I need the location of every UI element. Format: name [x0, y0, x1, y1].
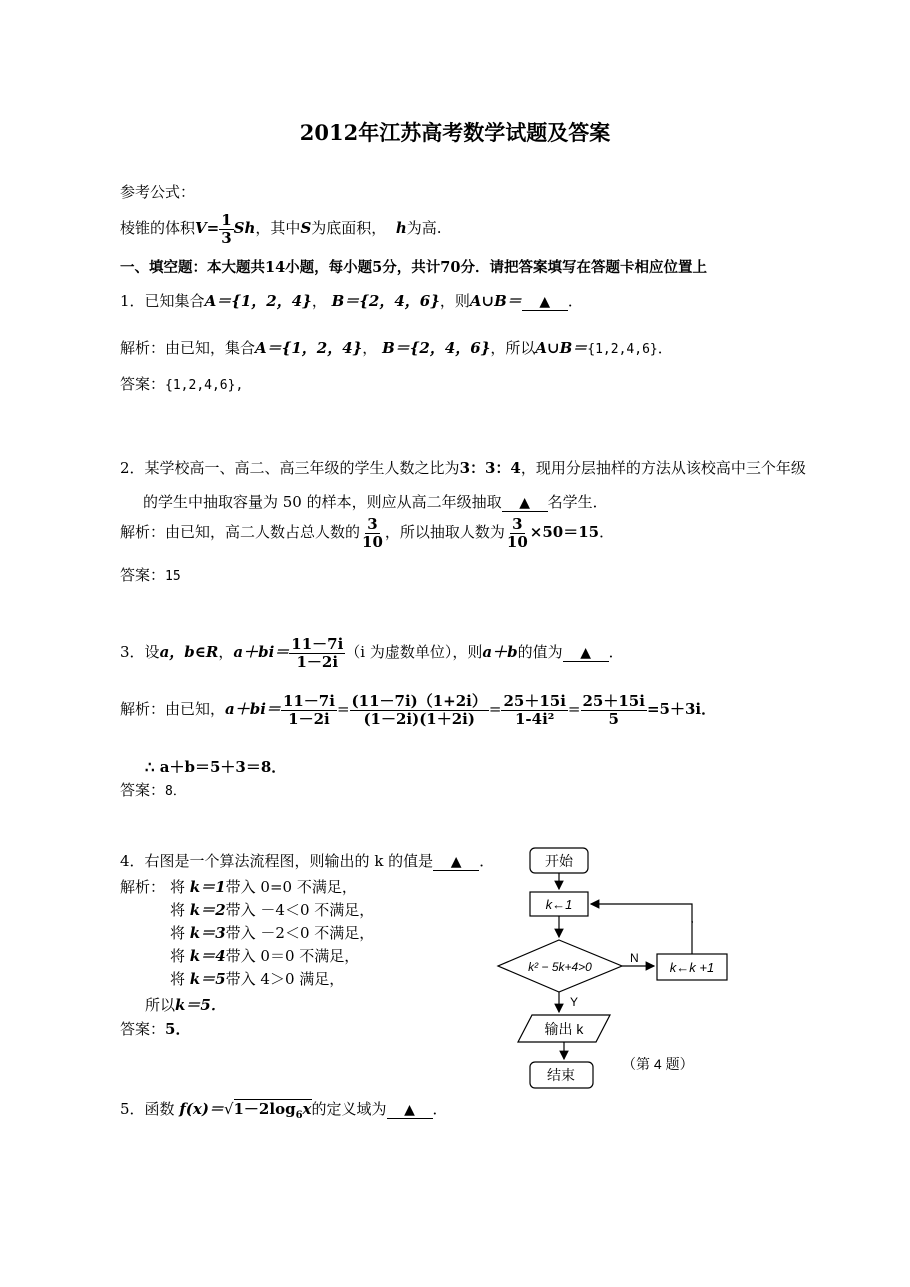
pyramid-formula-line — [120, 212, 442, 246]
q1-answer — [120, 373, 243, 394]
step-post: 带入 0＝0 不满足， — [225, 947, 360, 965]
flow-loop-line — [692, 922, 693, 954]
q1-number: 1． — [120, 292, 145, 310]
q2-sol-text: 由已知，高二人数占总人数的 — [165, 523, 361, 541]
frac-den: 10 — [362, 532, 383, 551]
frac-num: (11－7i)（1+2i） — [351, 692, 487, 710]
frac-den: 5 — [608, 709, 619, 728]
q4-answer — [120, 1018, 190, 1039]
q2-solution: 解析：由已知，高二人数占总人数的 $\frac{3}{10}$ ，所以抽取人数为 $\frac{3}{10}$ ×50＝15． — [120, 515, 615, 551]
q4-end: ． — [479, 852, 495, 870]
q1-text-b: ，则 — [439, 292, 470, 310]
flow-decision-label: k² − 5k+4>0 — [528, 960, 592, 974]
so-expr: k＝5． — [175, 996, 226, 1014]
pyramid-post: ，其中 — [255, 219, 301, 237]
q1-text: 已知集合 — [144, 292, 205, 310]
answer-label: 答案： — [120, 566, 166, 584]
q3-answer-blank — [563, 643, 609, 662]
log-var: x — [302, 1100, 312, 1118]
flow-update-label: k←k +1 — [669, 960, 715, 975]
q1-sol-text-b: ，所以 — [490, 339, 536, 357]
q1-sep: ， — [311, 292, 327, 310]
q3-note: （i 为虚数单位），则 — [345, 643, 483, 661]
step-pre: 将 — [170, 901, 186, 919]
one-third-fraction — [219, 212, 233, 246]
q3-sol-result: =5＋3i． — [646, 700, 717, 718]
q1-set-a: A＝{1，2，4} — [204, 292, 312, 310]
pyramid-text: 棱锥的体积 — [120, 219, 196, 237]
q1-union: A∪B＝ — [469, 292, 522, 310]
q5-radicand — [233, 1099, 312, 1121]
q3-solution: 解析：由已知，a＋bi＝ $\frac{11-7i}{1-2i}$ = $\frac{(11-7i)(1+2i)}{(1-2i)(1+2i)}$ = $\frac{25+15i}{\text{1-4i²}}$ = $\frac{25+15i}{5}$ =5＋3i． — [120, 692, 717, 728]
step-expr: k＝2 — [189, 901, 226, 919]
q2-line2-end: 名学生． — [547, 493, 608, 511]
q2-fraction — [360, 516, 385, 550]
q1-sol-sep: ， — [362, 339, 378, 357]
solution-label: 解析： — [120, 339, 166, 357]
sh-var: Sh — [233, 219, 256, 237]
flow-output-label: 输出 k — [544, 1021, 584, 1037]
q2-number: 2． — [120, 459, 145, 477]
flow-end-label: 结束 — [547, 1067, 575, 1083]
frac-num: 1 — [221, 211, 232, 229]
height-text: 为高. — [406, 219, 442, 237]
triangle-marker: ▲ — [450, 854, 462, 870]
question-2-line2 — [143, 491, 608, 512]
triangle-marker: ▲ — [580, 645, 591, 661]
so-text: 所以 — [145, 996, 176, 1014]
q2-sol-result: ×50＝15 — [529, 523, 600, 541]
q2-sol-text-b: ，所以抽取人数为 — [384, 523, 505, 541]
reference-heading: 参考公式： — [120, 183, 196, 201]
step-pre: 将 — [170, 947, 186, 965]
q1-sol-set-a: A＝{1，2，4} — [255, 339, 363, 357]
q3-sol-frac-4 — [581, 693, 647, 727]
frac-num: 11－7i — [291, 635, 344, 653]
q5-fx: f(x)＝ — [179, 1100, 224, 1118]
step-expr: k＝1 — [189, 878, 226, 896]
q4-step-2 — [170, 899, 374, 920]
q3-end: ． — [608, 643, 624, 661]
radicand-text: 1－2log — [233, 1100, 296, 1118]
q2-line2: 的学生中抽取容量为 50 的样本，则应从高二年级抽取 — [143, 493, 502, 511]
q2-answer-blank — [502, 493, 548, 512]
frac-den: 1－2i — [288, 709, 330, 728]
triangle-marker: ▲ — [539, 294, 551, 310]
question-1 — [120, 290, 583, 311]
q5-pre: 函数 — [144, 1100, 175, 1118]
equals: = — [206, 219, 220, 237]
flow-loop-arrow — [591, 904, 692, 922]
q4-solution-label: 解析： — [120, 878, 166, 896]
q5-number: 5． — [120, 1100, 145, 1118]
answer-label: 答案： — [120, 375, 166, 393]
section-heading: 一、填空题：本大题共14小题，每小题5分，共计70分．请把答案填写在答题卡相应位置上 — [120, 259, 707, 276]
q2-answer-value: 15 — [165, 569, 181, 584]
s-var: S — [300, 219, 312, 237]
q1-set-b: B＝{2，4，6} — [331, 292, 440, 310]
question-5 — [120, 1098, 448, 1121]
q3-fraction — [289, 636, 345, 670]
q5-end: ． — [432, 1100, 448, 1118]
q3-answer — [120, 779, 186, 800]
q3-pre: 设 — [144, 643, 160, 661]
q1-answer-value: {1,2,4,6}, — [165, 378, 244, 393]
q4-answer-blank — [433, 852, 479, 871]
q3-vars: a，b∈R — [159, 643, 219, 661]
triangle-marker: ▲ — [519, 495, 531, 511]
frac-num: 3 — [512, 515, 523, 533]
q3-sol-frac-1 — [281, 693, 337, 727]
frac-num: 25＋15i — [503, 692, 566, 710]
q3-number: 3． — [120, 643, 145, 661]
q3-sol-lhs: a＋bi＝ — [225, 700, 281, 718]
volume-var: V — [195, 219, 207, 237]
page-title: 2012年江苏高考数学试题及答案 — [299, 120, 611, 145]
q3-sol-frac-3 — [501, 693, 567, 727]
answer-label: 答案： — [120, 781, 166, 799]
h-var: h — [395, 219, 407, 237]
q2-text-b: ，现用分层抽样的方法从该校高中三个年级 — [520, 459, 806, 477]
base-text: 为底面积， — [311, 219, 387, 237]
q2-text: 某学校高一、高二、高三年级的学生人数之比为 — [144, 459, 460, 477]
answer-label: 答案： — [120, 1020, 166, 1038]
step-post: 带入 4＞0 满足， — [225, 970, 345, 988]
q4-number: 4． — [120, 852, 145, 870]
q1-sol-set-b: B＝{2，4，6} — [382, 339, 491, 357]
question-4 — [120, 850, 494, 871]
question-3: 3．设a，b∈R，a＋bi＝ $\frac{11-7i}{1-2i}$ （i 为虚数单位），则a＋b的值为 ▲ ． — [120, 635, 624, 671]
q1-sol-text: 由已知，集合 — [165, 339, 256, 357]
frac-den: 1－2i — [296, 652, 339, 671]
q3-ask2: 的值为 — [517, 643, 563, 661]
q4-text: 右图是一个算法流程图，则输出的 k 的值是 — [144, 852, 434, 870]
frac-num: 25＋15i — [582, 692, 645, 710]
q3-answer-value: 8． — [165, 784, 186, 799]
step-pre: 将 — [170, 970, 186, 988]
q4-step-3 — [170, 922, 374, 943]
q2-fraction-2 — [505, 516, 530, 550]
flow-no-label: N — [630, 951, 639, 965]
q3-therefore: ∴ a＋b＝5＋3＝8． — [145, 758, 287, 776]
q1-end: ． — [567, 292, 583, 310]
q4-conclusion — [145, 994, 226, 1015]
frac-den: (1－2i)(1＋2i) — [363, 709, 475, 728]
flow-yes-label: Y — [570, 995, 579, 1009]
step-post: 带入 －4＜0 不满足， — [225, 901, 375, 919]
step-post: 带入 0=0 不满足， — [225, 878, 357, 896]
q1-sol-union: A∪B＝ — [535, 339, 588, 357]
step-post: 带入 －2＜0 不满足， — [225, 924, 375, 942]
triangle-marker: ▲ — [404, 1102, 415, 1118]
step-expr: k＝4 — [189, 947, 226, 965]
flow-init-label: k←1 — [545, 897, 573, 912]
flow-start-label: 开始 — [545, 853, 573, 869]
frac-den: 1-4i² — [515, 709, 555, 728]
step-expr: k＝3 — [189, 924, 226, 942]
q3-sol-text: 由已知， — [165, 700, 226, 718]
q5-answer-blank — [387, 1100, 433, 1119]
q3-ask: a＋b — [482, 643, 518, 661]
frac-den: 3 — [221, 228, 232, 247]
q3-sol-frac-2 — [350, 693, 489, 727]
step-pre: 将 — [170, 924, 186, 942]
frac-num: 3 — [367, 515, 378, 533]
sqrt-symbol: √ — [223, 1100, 234, 1118]
log-base: 6 — [295, 1110, 303, 1121]
q2-ratio: 3：3：4 — [459, 459, 521, 477]
q2-answer — [120, 564, 181, 585]
q1-solution: 解析：由已知，集合A＝{1，2，4}， B＝{2，4，6}，所以A∪B＝{1,2,4,6}． — [120, 339, 673, 357]
q4-step-4 — [170, 945, 359, 966]
q4-step-1 — [170, 876, 357, 897]
frac-den: 10 — [506, 532, 528, 551]
q4-step-5 — [170, 968, 344, 989]
solution-label: 解析： — [120, 523, 166, 541]
q3-eq-lhs: a＋bi＝ — [233, 643, 290, 661]
step-pre: 将 — [170, 878, 186, 896]
frac-num: 11－7i — [282, 692, 335, 710]
step-expr: k＝5 — [189, 970, 226, 988]
q5-post: 的定义域为 — [311, 1100, 387, 1118]
flow-caption: （第 4 题） — [622, 1056, 694, 1072]
q1-answer-blank — [522, 292, 568, 311]
q4-answer-value: 5． — [165, 1020, 191, 1038]
flowchart — [490, 840, 750, 1100]
solution-label: 解析： — [120, 700, 166, 718]
question-2 — [120, 457, 806, 478]
q1-sol-result: {1,2,4,6} — [587, 342, 658, 357]
